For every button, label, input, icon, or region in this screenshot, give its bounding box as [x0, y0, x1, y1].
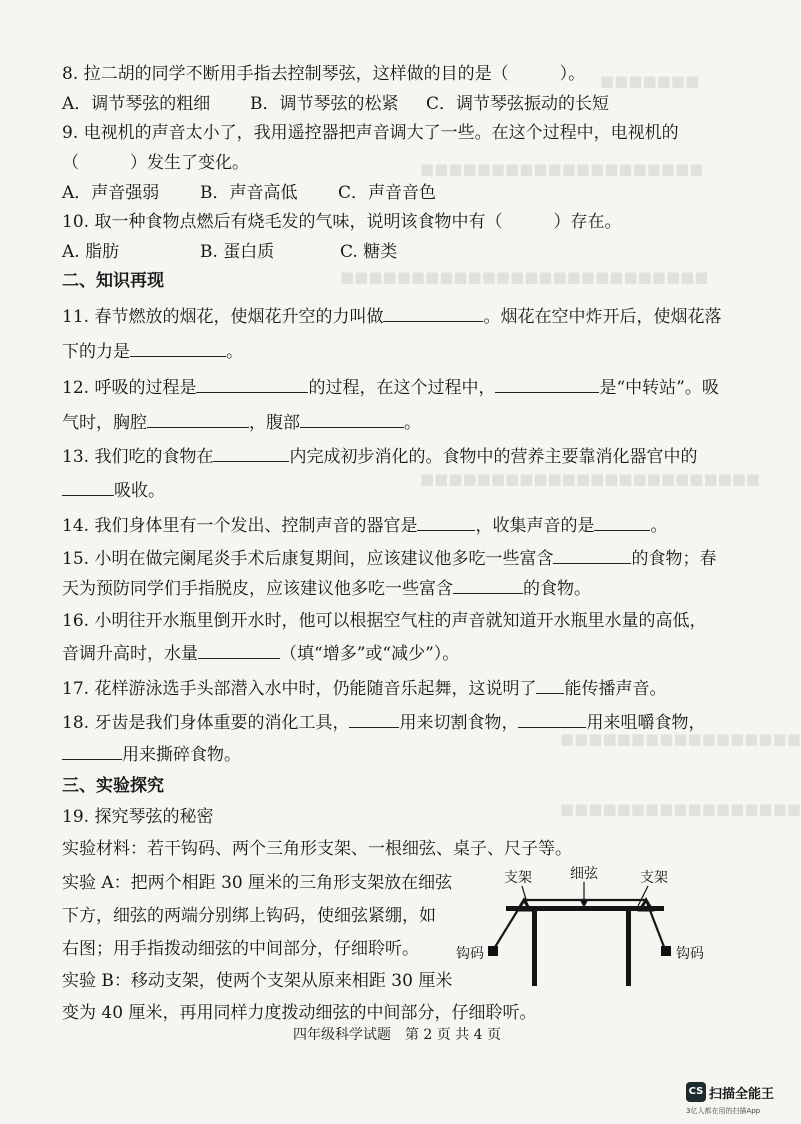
text: 用来撕碎食物。 — [122, 745, 241, 765]
answer-blank[interactable] — [196, 376, 308, 393]
experiment-b-line-2: 变为 40 厘米，再用同样力度拨动细弦的中间部分，仔细聆听。 — [62, 1003, 537, 1023]
question-13-line-2 — [62, 479, 165, 502]
answer-blank[interactable] — [62, 743, 122, 760]
answer-blank[interactable] — [453, 577, 523, 594]
question-18-line-1 — [62, 711, 705, 734]
text: 11. 春节燃放的烟花，使烟花升空的力叫做 — [62, 307, 384, 327]
question-17 — [62, 677, 666, 700]
question-10-options — [62, 241, 397, 263]
answer-blank[interactable] — [349, 711, 399, 728]
text: 能传播声音。 — [564, 679, 667, 699]
question-15-line-1 — [62, 547, 716, 570]
question-15-line-2 — [62, 577, 591, 600]
section-2-heading: 二、知识再现 — [62, 271, 164, 291]
text: 13. 我们吃的食物在 — [62, 447, 214, 467]
answer-blank[interactable] — [62, 479, 114, 496]
scanner-watermark — [686, 1082, 791, 1118]
text: 气时，胸腔 — [62, 413, 147, 433]
question-18-line-2 — [62, 743, 241, 766]
question-16-line-1: 16. 小明往开水瓶里倒开水时，他可以根据空气柱的声音就知道开水瓶里水量的高低， — [62, 611, 707, 631]
answer-blank[interactable] — [594, 514, 650, 531]
text: 用来咀嚼食物， — [586, 713, 706, 733]
text: ，腹部 — [249, 413, 300, 433]
cs-logo-icon: CS — [686, 1082, 706, 1102]
experiment-a-line-2: 下方，细弦的两端分别绑上钩码，使细弦紧绷，如 — [62, 906, 436, 926]
experiment-a-line-3: 右图；用手指拨动细弦的中间部分，仔细聆听。 — [62, 939, 419, 959]
experiment-b-line-1: 实验 B：移动支架，使两个支架从原来相距 30 厘米 — [62, 971, 453, 991]
bleed-through: ■■■■■■■■■■■■■■■■■■■■■■■■■■ — [340, 268, 709, 286]
watermark-subtitle: 3亿人都在用的扫描App — [686, 1107, 761, 1115]
bleed-through: ■■■■■■■■■■■■■■■■■■■■■■■■ — [420, 470, 761, 488]
question-9-options — [62, 182, 436, 204]
answer-blank[interactable] — [417, 514, 475, 531]
option-a: A. 脂肪 — [62, 242, 120, 262]
text: 用来切割食物， — [399, 713, 519, 733]
question-19-title: 19. 探究琴弦的秘密 — [62, 807, 214, 827]
question-8: 8. 拉二胡的同学不断用手指去控制琴弦，这样做的目的是（ ）。 — [62, 64, 586, 84]
answer-blank[interactable] — [213, 445, 289, 462]
question-11-line-1 — [62, 305, 721, 328]
option-b: B. 蛋白质 — [200, 242, 275, 262]
question-8-options — [62, 93, 609, 115]
table-leg-right — [626, 911, 631, 986]
text: 。 — [226, 342, 243, 362]
weight-left — [488, 946, 498, 956]
bleed-through: ■■■■■■■■■■■■■■■■■ — [560, 800, 801, 818]
bleed-through: ■■■■■■■■■■■■■■■■■■■■ — [420, 160, 704, 178]
option-b: B．声音高低 — [200, 183, 298, 203]
answer-blank[interactable] — [300, 411, 404, 428]
text: 天为预防同学们手指脱皮，应该建议他多吃一些富含 — [62, 579, 453, 599]
string-apparatus-diagram — [456, 866, 718, 996]
answer-blank[interactable] — [198, 642, 280, 659]
watermark-name: 扫描全能王 — [709, 1087, 775, 1102]
option-c: C．声音音色 — [338, 183, 437, 203]
text: 是“中转站”。吸 — [599, 378, 719, 398]
text: 。烟花在空中炸开后，使烟花落 — [483, 307, 722, 327]
text: 18. 牙齿是我们身体重要的消化工具， — [62, 713, 350, 733]
label-right-weight: 钩码 — [676, 946, 704, 962]
text: 12. 呼吸的过程是 — [62, 378, 197, 398]
text: 内完成初步消化的。食物中的营养主要靠消化器官中的 — [289, 447, 698, 467]
question-10: 10. 取一种食物点燃后有烧毛发的气味，说明该食物中有（ ）存在。 — [62, 212, 622, 232]
text: 的过程，在这个过程中， — [308, 378, 496, 398]
answer-blank[interactable] — [536, 677, 564, 694]
label-string: 细弦 — [570, 866, 598, 882]
answer-blank[interactable] — [383, 305, 483, 322]
text: 。 — [404, 413, 421, 433]
question-13-line-1 — [62, 445, 697, 468]
weight-right — [661, 946, 671, 956]
text: 的食物；春 — [631, 549, 717, 569]
text: 14. 我们身体里有一个发出、控制声音的器官是 — [62, 516, 418, 536]
answer-blank[interactable] — [553, 547, 631, 564]
text: 15. 小明在做完阑尾炎手术后康复期间，应该建议他多吃一些富含 — [62, 549, 554, 569]
text: 的食物。 — [523, 579, 591, 599]
question-11-line-2 — [62, 340, 243, 363]
bleed-through: ■■■■■■■ — [600, 72, 700, 90]
option-a: A．声音强弱 — [62, 183, 160, 203]
option-a: A．调节琴弦的粗细 — [62, 94, 211, 114]
page-footer: 四年级科学试题 第 2 页 共 4 页 — [292, 1027, 502, 1043]
answer-blank[interactable] — [518, 711, 586, 728]
answer-blank[interactable] — [147, 411, 249, 428]
label-right-bracket: 支架 — [640, 870, 668, 886]
materials: 实验材料：若干钩码、两个三角形支架、一根细弦、桌子、尺子等。 — [62, 839, 572, 859]
question-9-line-2: （ ）发生了变化。 — [62, 153, 249, 173]
question-16-line-2 — [62, 642, 459, 665]
option-c: C. 糖类 — [340, 242, 398, 262]
option-c: C．调节琴弦振动的长短 — [426, 94, 610, 114]
answer-blank[interactable] — [130, 340, 226, 357]
section-3-heading: 三、实验探究 — [62, 776, 164, 796]
answer-blank[interactable] — [495, 376, 599, 393]
text: 。 — [650, 516, 668, 536]
text: 音调升高时，水量 — [62, 644, 198, 664]
experiment-a-line-1: 实验 A：把两个相距 30 厘米的三角形支架放在细弦 — [62, 873, 453, 893]
text: 下的力是 — [62, 342, 130, 362]
question-9-line-1: 9. 电视机的声音太小了，我用遥控器把声音调大了一些。在这个过程中，电视机的 — [62, 123, 679, 143]
text: 17. 花样游泳选手头部潜入水中时，仍能随音乐起舞，这说明了 — [62, 679, 537, 699]
table-leg-left — [532, 911, 537, 986]
bleed-through: ■■■■■■■■■■■■■■■■■ — [560, 730, 801, 748]
question-12-line-1 — [62, 376, 719, 399]
text: 吸收。 — [114, 481, 165, 501]
text: ，收集声音的是 — [475, 516, 595, 536]
question-12-line-2 — [62, 411, 421, 434]
option-b: B．调节琴弦的松紧 — [250, 94, 399, 114]
question-14 — [62, 514, 667, 537]
label-left-weight: 钩码 — [456, 946, 484, 962]
text: （填“增多”或“减少”）。 — [280, 644, 460, 664]
label-left-bracket: 支架 — [504, 870, 532, 886]
